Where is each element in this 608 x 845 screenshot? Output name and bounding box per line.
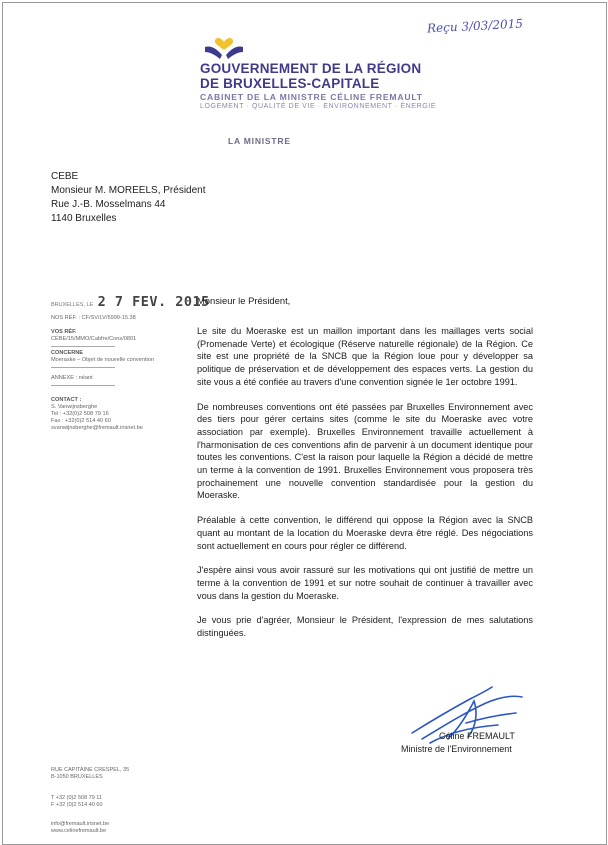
divider [51,346,115,347]
date-line [51,293,210,311]
recipient-block [51,170,206,226]
divider [51,385,115,386]
contact-label: CONTACT : [51,397,82,403]
recipient-street: Rue J.-B. Mosselmans 44 [51,199,166,210]
recipient-city: 1140 Bruxelles [51,213,117,224]
date-prefix: BRUXELLES, LE [51,302,94,308]
footer-website: www.celinefremault.be [51,828,107,834]
our-reference: NOS RÉF. : CF/SV/LV/5999-15.38 [51,315,136,321]
footer-email: info@fremault.irisnet.be [51,821,110,827]
reference-sidebar [51,315,176,432]
your-reference: CEBE/15/MMO/Cabfre/Cons/0801 [51,336,137,342]
footer-web [51,821,109,835]
handwritten-note: Reçu 3/03/2015 [426,16,524,36]
footer-city: B-1050 BRUXELLES [51,774,103,780]
letter-page [2,2,607,845]
signatory-title: Ministre de l'Environnement [401,744,512,754]
portfolio: LOGEMENT · QUALITÉ DE VIE · ENVIRONNEMENT · ÉNERGIE [200,103,437,110]
recipient-org: CEBE [51,171,79,182]
letterhead-line1: GOUVERNEMENT DE LA RÉGION [200,61,422,76]
paragraph: De nombreuses conventions ont été passées par Bruxelles Environnement avec des tiers pour gérer certains sites (comme le site du Moeraske avec votre association par exemple). Bruxelles Environnement travaille actuellement à l'harmonisation de ces conventions afin de parvenir à un document identique pour toutes les conventions. C'est la raison pour laquelle la Région a décidé de mettre un terme à la convention de 1991. Bruxelles Environnement vous proposera très prochainement une nouvelle convention standardisée pour la gestion du Moeraske. [197,401,533,501]
signatory-name: Céline FREMAULT [439,731,515,741]
letterhead-line2: DE BRUXELLES-CAPITALE [200,76,380,91]
cabinet-name: CABINET DE LA MINISTRE CÉLINE FREMAULT [200,92,423,102]
greeting: Monsieur le Président, [197,295,291,306]
footer-tel: T +32 (0)2 508 79 11 [51,795,103,801]
annex: ANNEXE : néant [51,375,93,381]
divider [51,367,115,368]
footer-address [51,767,129,781]
footer-fax: F +32 (0)2 514 40 60 [51,802,103,808]
paragraph: Préalable à cette convention, le différend qui oppose la Région avec la SNCB quant au montant de la location du Moeraske devra être réglé. Des négociations sont actuellement en cours pour régler ce différend. [197,515,533,551]
footer-street: RUE CAPITAINE CRESPEL, 35 [51,767,130,773]
your-reference-label: VOS RÉF. [51,329,77,335]
region-logo-icon [203,33,245,61]
subject-label: CONCERNE [51,350,84,356]
paragraph: J'espère ainsi vous avoir rassuré sur les motivations qui ont justifié de mettre un terme à la convention de 1991 et sur notre souhait de continuer à travailler avec vous dans la gestion du Moeraske. [197,565,533,601]
recipient-name: Monsieur M. MOREELS, Président [51,185,206,196]
paragraph: Le site du Moeraske est un maillon important dans les maillages verts social (Promenade Verte) et écologique (Réserve naturelle régionale) de la Région. Ce site est une propriété de la SNCB que la Région loue pour y développer sa politique de préservation et de développement des espaces verts. La gestion du site vous a été confiée au travers d'une convention signée le 1er octobre 1991. [197,326,533,387]
contact-tel: Tel : +32(0)2 508 79 16 [51,411,109,417]
contact-name: S. Vanwijnsberghe [51,404,98,410]
role-title: LA MINISTRE [228,136,291,146]
footer-phones [51,795,103,809]
contact-email: svanwijnsberghe@fremault.irisnet.be [51,425,143,431]
letter-body [197,325,533,652]
date-stamp: 2 7 FEV. 2015 [97,294,210,310]
subject: Moeraske – Objet de nouvelle convention [51,357,154,363]
paragraph: Je vous prie d'agréer, Monsieur le Président, l'expression de mes salutations distinguées. [197,615,533,639]
contact-fax: Fax : +32(0)2 514 40 60 [51,418,111,424]
